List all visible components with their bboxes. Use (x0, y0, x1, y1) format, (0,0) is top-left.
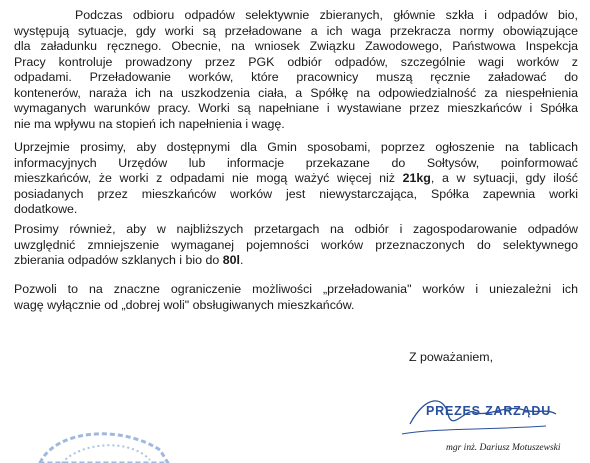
text-line (14, 171, 578, 187)
text-line: wymaganych warunków pracy. Worki są napełniane i wystawiane przez mieszkańców i Spółka (14, 101, 578, 115)
text-line: Prosimy również, aby w najbliższych przetargach na odbiór i zagospodarowanie odpadów (14, 222, 578, 236)
text-line: kontenerów, naraża ich na uszkodzenia ciała, a Spółkę na odpowiedzialność za niespełnienia (14, 85, 578, 100)
closing-salutation: Z poważaniem, (409, 350, 494, 364)
stamp-arc (40, 434, 168, 463)
text-line: Pracy kontroluje prowadzony przez PGK odbiór odpadów, szczególnie wagi worków z (14, 54, 578, 69)
signature-flourish (402, 426, 546, 434)
text-segment: . (239, 253, 244, 267)
signature-title: PREZES ZARZĄDU (426, 404, 552, 418)
text-line: odpadami. Przeładowanie worków, które pracownicy muszą ręcznie załadować do (14, 70, 578, 84)
text-line: uwzględnić zmniejszenie wymaganej pojemności worków przeznaczonych do selektywnego (14, 237, 578, 252)
weight-limit: 21kg (402, 171, 431, 185)
text-line: informacyjnych Urzędów lub informacje przekazane do Sołtysów, poinformować (14, 155, 578, 170)
paragraph-1 (0, 8, 590, 132)
text-line: wagę wyłącznie od „dobrej woli" obsługiwanych mieszkańców. (14, 297, 355, 312)
signature-name: mgr inż. Dariusz Motuszewski (446, 443, 561, 453)
text-segment: zbierania odpadów szklanych i bio do (14, 253, 223, 267)
text-line: występują sytuacje, gdy worki są przeładowane a ich waga przekracza normy obowiązujące (14, 23, 578, 38)
stamp-fragment (0, 420, 190, 463)
text-line: posiadanych przez mieszkańców worków jest niewystarczająca, Spółka zapewnia worki (14, 186, 578, 201)
text-line (14, 253, 243, 269)
paragraph-4 (0, 282, 590, 313)
text-line: Podczas odbioru odpadów selektywnie zbieranych, głównie szkła i odpadów bio, (75, 8, 578, 22)
text-line: Pozwoli to na znaczne ograniczenie możliwości „przeładowania" worków i uniezależni ich (14, 282, 578, 296)
volume-limit: 80l (222, 253, 240, 267)
text-line: dodatkowe. (14, 202, 78, 216)
signature-stamp (396, 384, 586, 463)
text-segment: mieszkańców, że worki z odpadami nie mogą ważyć więcej niż (14, 171, 403, 185)
text-line: Uprzejmie prosimy, aby dostępnymi dla Gmin sposobami, poprzez ogłoszenie na tablicach (14, 140, 578, 154)
text-line: dla załadunku ręcznego. Obecnie, na wniosek Związku Zawodowego, Państwowa Inspekcja (14, 39, 578, 53)
paragraph-2 (0, 140, 590, 218)
stamp-texture (62, 445, 150, 463)
text-segment: , a w sytuacji, gdy ilość (430, 171, 578, 185)
text-line: nie ma wpływu na stopień ich napełnienia i wagę. (14, 116, 285, 131)
paragraph-3 (0, 222, 590, 269)
